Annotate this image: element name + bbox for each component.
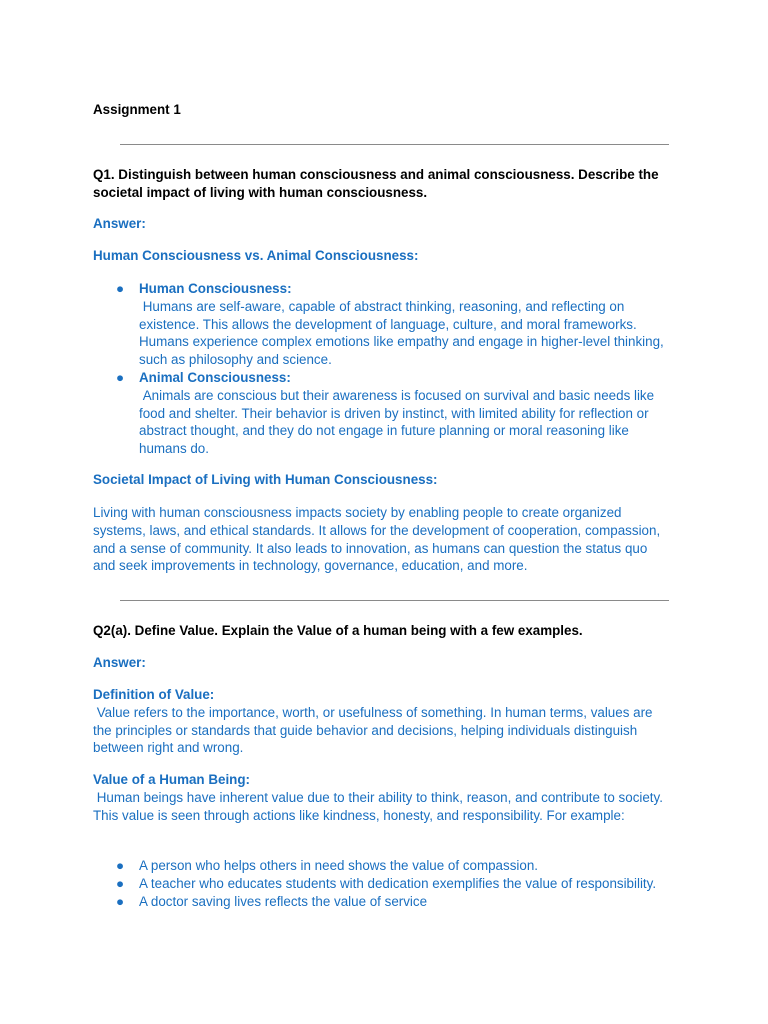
example-text: A teacher who educates students with dedication exemplifies the value of responsibility. bbox=[139, 875, 657, 891]
human-value-heading: Value of a Human Being: bbox=[93, 772, 250, 787]
list-item bbox=[93, 369, 673, 458]
example-text: A person who helps others in need shows the value of compassion. bbox=[139, 858, 538, 873]
q2a-definition-block bbox=[93, 686, 673, 757]
bullet-icon: ● bbox=[116, 858, 125, 873]
bullet-text: Animals are conscious but their awareness is focused on survival and basic needs like food and shelter. Their behavior is driven by instinct, with limited ability for reflection or abstract thought, and they do not engage in future planning or moral reasoning like humans do. bbox=[139, 387, 658, 457]
list-item bbox=[93, 280, 673, 369]
q1-section-heading: Human Consciousness vs. Animal Consciousness: bbox=[93, 248, 419, 263]
q1-answer-label: Answer: bbox=[93, 216, 146, 231]
q2a-human-value-block bbox=[93, 771, 673, 824]
list-item bbox=[93, 893, 673, 911]
q1-societal-text: Living with human consciousness impacts society by enabling people to create organized systems, laws, and ethical standards. It allows for the development of cooperation, compassion, and a sense of community. It also leads to innovation, as humans can question the status quo and seek improvements in technology, governance, education, and more. bbox=[93, 505, 661, 574]
definition-heading: Definition of Value: bbox=[93, 687, 215, 702]
bullet-icon: ● bbox=[116, 893, 125, 909]
list-item bbox=[93, 857, 673, 875]
list-item bbox=[93, 875, 673, 893]
q2a-answer-label: Answer: bbox=[93, 655, 146, 670]
q1-question: Q1. Distinguish between human consciousness and animal consciousness. Describe the societal impact of living with human consciousness. bbox=[93, 167, 659, 200]
definition-text: Value refers to the importance, worth, or usefulness of something. In human terms, values are the principles or standards that guide behavior and decisions, helping individuals distinguish between right and wrong. bbox=[93, 704, 657, 756]
bullet-icon: ● bbox=[116, 875, 125, 891]
human-value-text: Human beings have inherent value due to their ability to think, reason, and contribute to society. This value is seen through actions like kindness, honesty, and responsibility. For example: bbox=[93, 789, 667, 823]
bullet-icon: ● bbox=[116, 281, 125, 296]
bullet-title: Human Consciousness: bbox=[139, 281, 292, 296]
q1-bullet-list bbox=[93, 280, 673, 458]
example-text: A doctor saving lives reflects the value of service bbox=[139, 893, 428, 909]
bullet-text: Humans are self-aware, capable of abstract thinking, reasoning, and reflecting on existence. This allows the development of language, culture, and moral frameworks. Humans experience complex emotions like empathy and engage in higher-level thinking, such as philosophy and science. bbox=[139, 298, 668, 368]
assignment-title: Assignment 1 bbox=[93, 102, 181, 117]
divider-rule bbox=[120, 600, 669, 601]
q1-societal-heading: Societal Impact of Living with Human Consciousness: bbox=[93, 472, 438, 487]
bullet-title: Animal Consciousness: bbox=[139, 369, 291, 385]
q2a-examples-list bbox=[93, 857, 673, 910]
bullet-icon: ● bbox=[116, 369, 125, 385]
q2a-question: Q2(a). Define Value. Explain the Value of a human being with a few examples. bbox=[93, 623, 583, 638]
divider-rule bbox=[120, 144, 669, 145]
